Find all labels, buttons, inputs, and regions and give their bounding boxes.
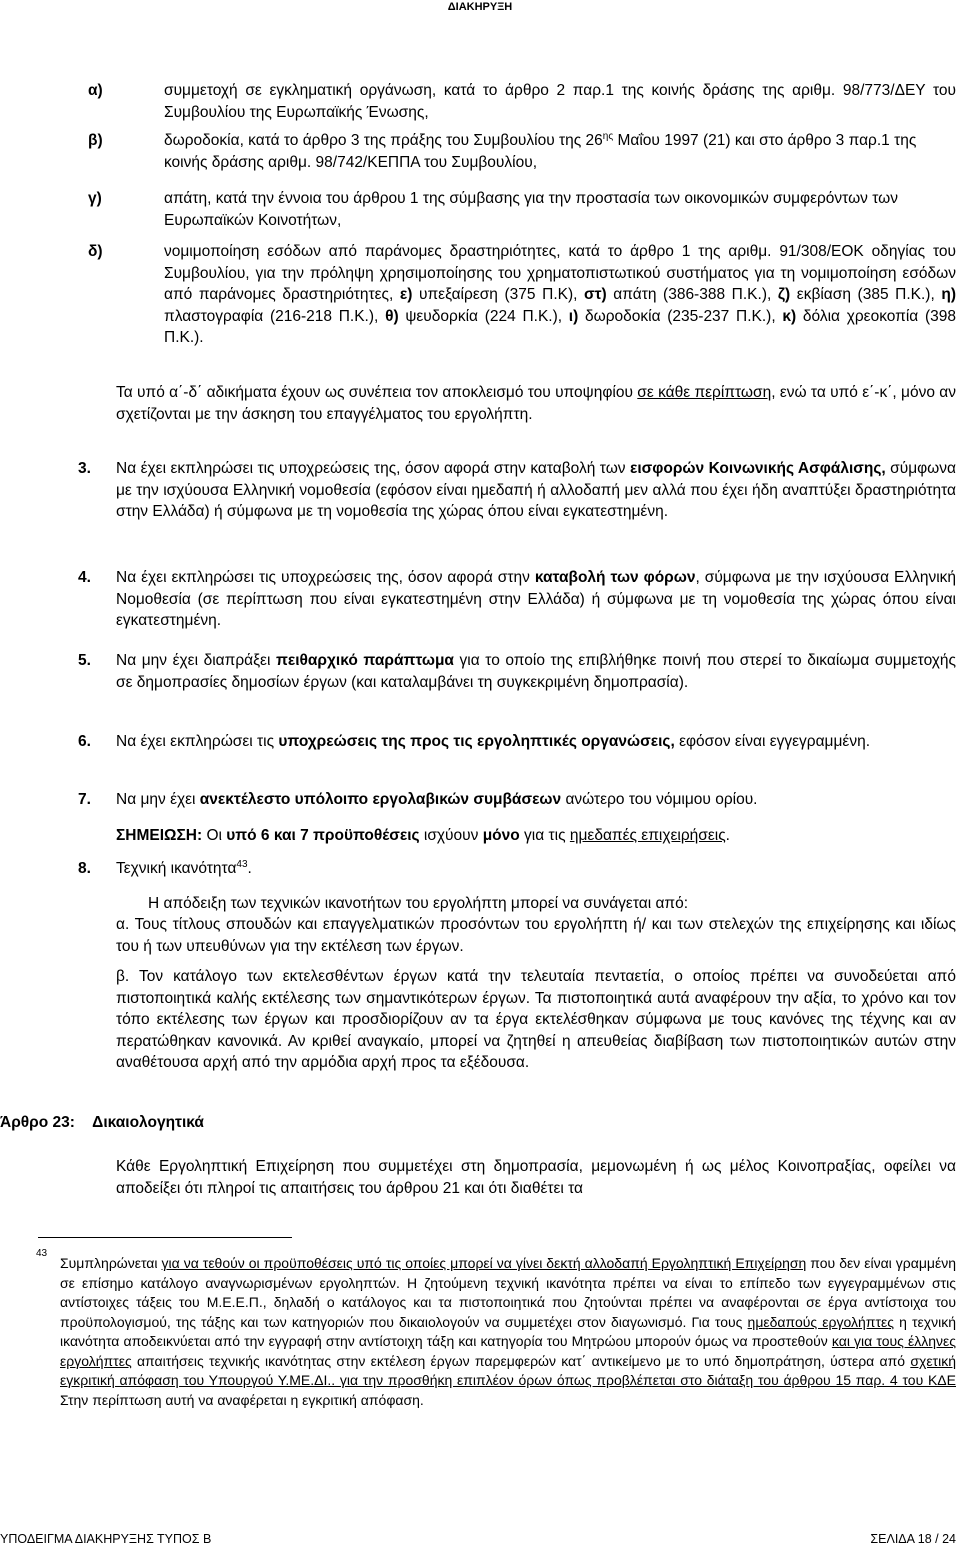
tech-item-a: α. Τους τίτλους σπουδών και επαγγελματικών προσόντων του εργολήπτη ή/ και των στελεχών της επιχείρησης και ιδίως του ή των υπευθύνων για την εκτέλεση των έργων. xyxy=(116,916,956,955)
item-label-a: α) xyxy=(88,82,103,99)
tech-item-b: β. Τον κατάλογο των εκτελεσθέντων έργων κατά την τελευταία πενταετία, ο οποίος πρέπει να συνοδεύεται από πιστοποιητικά καλής εκτέλεσης των σημαντικότερων έργων. Τα πιστοποιητικά αυτά αναφέρουν την αξία, το χρόνο και τον τόπο εκτέλεσης των έργων και προσδιορίζουν αν τα έργα εκτελέσθηκαν σύμφωνα με τους κανόνες της τέχνης και αν περατώθηκαν κανονικά. Αν κριθεί αναγκαίο, μπορεί να ζητηθεί η απευθείας διαβίβαση των πιστοποιητικών αυτών στην αναθέτουσα αρχή από την αρμόδια αρχή προς τα εξέδουσα. xyxy=(116,968,956,1071)
para-num-4: 4. xyxy=(78,569,91,586)
item-label-b: β) xyxy=(88,132,103,149)
para-num-7: 7. xyxy=(78,791,91,808)
item-label-c: γ) xyxy=(88,190,102,207)
note-6-7: ΣΗΜΕΙΩΣΗ: Οι υπό 6 και 7 προϋποθέσεις ισχύουν μόνο για τις ημεδαπές επιχειρήσεις. xyxy=(116,827,730,844)
article-23-text: Κάθε Εργοληπτική Επιχείρηση που συμμετέχει στη δημοπρασία, μεμονωμένη ή ως μέλος Κοινοπραξίας, οφείλει να αποδείξει ότι πληροί τις απαιτήσεις του άρθρου 21 και ότι διαθέτει τα xyxy=(116,1158,956,1197)
item-text-b: δωροδοκία, κατά το άρθρο 3 της πράξης του Συμβουλίου της $26^{\eta\varsigma}$ Μαΐου 1997 (21) και στο άρθρο 3 παρ.1 της κοινής δράσης αριθμ. 98/742/ΚΕΠΠΑ του Συμβουλίου, xyxy=(164,131,917,171)
footer-left: ΥΠΟΔΕΙΓΜΑ ΔΙΑΚΗΡΥΞΗΣ ΤΥΠΟΣ Β xyxy=(0,1532,212,1546)
para-num-6: 6. xyxy=(78,733,91,750)
para-num-8: 8. xyxy=(78,860,91,877)
page-header: ΔΙΑΚΗΡΥΞΗ xyxy=(447,1,513,13)
para-num-5: 5. xyxy=(78,652,91,669)
item-label-d: δ) xyxy=(88,243,103,260)
para-7: Να μην έχει ανεκτέλεστο υπόλοιπο εργολαβικών συμβάσεων ανώτερο του νόμιμου ορίου. xyxy=(116,791,758,808)
footnote-separator xyxy=(38,1237,292,1238)
footnote-ref: 43 xyxy=(236,859,248,870)
para-8-title: Τεχνική ικανότητα$^{43}$. xyxy=(116,859,252,877)
item-text-c: απάτη, κατά την έννοια του άρθρου 1 της σύμβασης για την προστασία των οικονομικών συμφερόντων των Ευρωπαϊκών Κοινοτήτων, xyxy=(164,190,898,229)
para-4: Να έχει εκπληρώσει τις υποχρεώσεις της, όσον αφορά στην καταβολή των φόρων, σύμφωνα με την ισχύουσα Ελληνική Νομοθεσία (σε περίπτωση που είναι εγκατεστημένη στην Ελλάδα) ή σύμφωνα με τη νομοθεσία της χώρας όπου είναι εγκατεστημένη. xyxy=(116,569,957,629)
item-text-a: συμμετοχή σε εγκληματική οργάνωση, κατά το άρθρο 2 παρ.1 της κοινής δράσης της αριθμ. 98/773/ΔΕΥ του Συμβουλίου της Ευρωπαϊκής Ένωσης, xyxy=(164,82,956,121)
para-3: Να έχει εκπληρώσει τις υποχρεώσεις της, όσον αφορά στην καταβολή των εισφορών Κοινωνικής Ασφάλισης, σύμφωνα με την ισχύουσα Ελληνική νομοθεσία (εφόσον είναι ημεδαπή ή αλλοδαπή μεν αλλά που έχει ήδη αναπτύξει δραστηριότητα στην Ελλάδα) ή σύμφωνα με τη νομοθεσία της χώρας όπου είναι εγκατεστημένη. xyxy=(116,460,956,520)
para-6: Να έχει εκπληρώσει τις υποχρεώσεις της προς τις εργοληπτικές οργανώσεις, εφόσον είναι εγγεγραμμένη. xyxy=(116,733,871,750)
footnote-number: 43 xyxy=(36,1248,48,1259)
article-23-heading: Άρθρο 23: Δικαιολογητικά xyxy=(0,1114,204,1131)
para-5: Να μην έχει διαπράξει πειθαρχικό παράπτωμα για το οποίο της επιβλήθηκε ποινή που στερεί το δικαίωμα συμμετοχής σε δημοπρασίες δημοσίων έργων (και καταλαμβάνει τη συγκεκριμένη δημοπρασία). xyxy=(116,652,956,691)
item-text-d: νομιμοποίηση εσόδων από παράνομες δραστηριότητες, κατά το άρθρο 1 της αριθμ. 91/308/ΕΟΚ οδηγίας του Συμβουλίου, για την πρόληψη χρησιμοποίησης του χρηματοπιστωτικού συστήματος για τη νομιμοποίηση εσόδων από παράνομες δραστηριότητες, ε) υπεξαίρεση (375 Π.Κ), στ) απάτη (386-388 Π.Κ.), ζ) εκβίαση (385 Π.Κ.), η) πλαστογραφία (216-218 Π.Κ.), θ) ψευδορκία (224 Π.Κ.), ι) δωροδοκία (235-237 Π.Κ.), κ) δόλια χρεοκοπία (398 Π.Κ.). xyxy=(164,243,957,346)
superscript: ης xyxy=(602,131,614,142)
tech-intro: Η απόδειξη των τεχνικών ικανοτήτων του εργολήπτη μπορεί να συνάγεται από: xyxy=(148,895,689,912)
crimes-note: Τα υπό α΄-δ΄ αδικήματα έχουν ως συνέπεια τον αποκλεισμό του υποψηφίου σε κάθε περίπτωση, ενώ τα υπό ε΄-κ΄, μόνο αν σχετίζονται με την άσκηση του επαγγέλματος του εργολήπτη. xyxy=(116,384,956,423)
para-num-3: 3. xyxy=(78,460,91,477)
footnote-text: Συμπληρώνεται για να τεθούν οι προϋποθέσεις υπό τις οποίες μπορεί να γίνει δεκτή αλλοδαπή Εργοληπτική Επιχείρηση που δεν είναι γραμμένη σε επίσημο κατάλογο αναγνωρισμένων εργοληπτών. Η ζητούμενη τεχνική ικανότητα πρέπει να είναι το επίπεδο των εγγεγραμμένων στις αντίστοιχες τάξεις του Μ.Ε.Ε.Π., δηλαδή ο κατάλογος και τα πιστοποιητικά που ζητούνται πρέπει να αναφέρονται σε έργα αντίστοιχα του προϋπολογισμού, της τάξης και των κατηγοριών που δικαιολογούν να συμμετέχει στον διαγωνισμό. Για τους ημεδαπούς εργολήπτες η τεχνική ικανότητα αποδεικνύεται από την εγγραφή στην αντίστοιχη τάξη και κατηγορία του Μητρώου μπορούν όμως να προστεθούν και για τους έλληνες εργολήπτες απαιτήσεις τεχνικής ικανότητας στην εκτέλεση έργων παρεμφερών κατ΄ αντικείμενο με το υπό δημοπράτηση, ύστερα από σχετική εγκριτική απόφαση του Υπουργού Υ.ΜΕ.ΔΙ.. για την προσθήκη επιπλέον όρων όπως προβλέπεται στο διάταξη του άρθρου 15 παρ. 4 του ΚΔΕ Στην περίπτωση αυτή να αναφέρεται η εγκριτική απόφαση. xyxy=(60,1255,957,1408)
footer-page-number: ΣΕΛΙΔΑ 18 / 24 xyxy=(870,1532,956,1546)
